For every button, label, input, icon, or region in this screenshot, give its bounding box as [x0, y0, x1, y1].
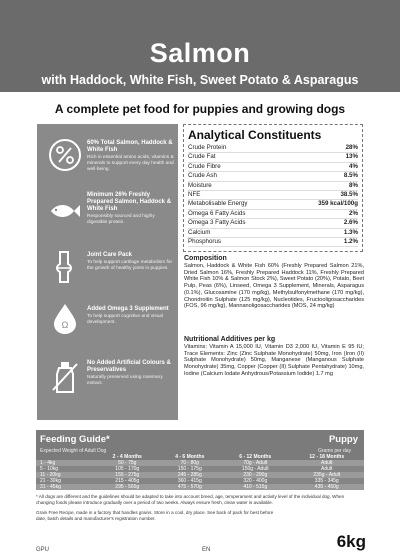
nutritional-additives-section [184, 336, 364, 378]
analytical-value: 4% [349, 162, 358, 170]
benefit-description: To help support cognitive and visual development. [87, 314, 163, 325]
table-cell: 21 - 30kg [36, 478, 96, 484]
expected-weight-label: Expected Weight of Adult Dog [40, 448, 107, 454]
benefit-item [37, 350, 178, 424]
analytical-row [188, 238, 358, 247]
analytical-value: 1.2% [343, 238, 358, 246]
table-cell: 105 - 170g [96, 466, 159, 472]
analytical-row [188, 200, 358, 209]
benefit-title: Joint Care Pack [87, 252, 133, 258]
table-cell: Adult [290, 460, 364, 466]
table-cell: 155 - 275g [96, 472, 159, 478]
analytical-row [188, 144, 358, 153]
joint-icon [48, 250, 82, 284]
analytical-label: Crude Fibre [188, 162, 221, 170]
analytical-label: NFE [188, 191, 201, 199]
analytical-row [188, 219, 358, 228]
feeding-title: Feeding Guide* [40, 434, 110, 445]
table-cell: 435 - 450g [290, 484, 364, 490]
table-cell: 235g - Adult [290, 472, 364, 478]
nutritional-text: Vitamins: Vitamin A 15,000 IU, Vitamin D3 2,000 IU, Vitamin E 95 IU; Trace Elements: Zinc (Zinc Sulphate Monohydrate) 50mg, Iron (Iron (II) Sulphate Monohydrate) 50mg, Manganese (Manganous Sulphate Monohydrate) 35mg, Copper (Copper (II) Sulphate Pentahydrate) 10mg, Iodine (Calcium Iodate Anhydrous/Potassium Iodide) 1.7 mg [184, 344, 364, 377]
table-cell: Adult [290, 466, 364, 472]
table-cell: 295 - 565g [96, 484, 159, 490]
table-cell: 360 - 415g [159, 478, 222, 484]
analytical-row [188, 172, 358, 181]
table-cell: 230 - 290g [221, 472, 289, 478]
nutritional-title: Nutritional Additives per kg [184, 336, 276, 343]
benefit-description: Responsibly sourced and highly digestible protein. [87, 214, 155, 225]
feeding-guide [36, 430, 364, 490]
table-cell: 70g - Adult [221, 460, 289, 466]
analytical-label: Omega 6 Fatty Acids [188, 209, 246, 217]
table-cell: 11 - 20kg [36, 472, 96, 478]
feeding-audience: Puppy [328, 434, 358, 445]
analytical-row [188, 191, 358, 200]
table-cell: 31 - 45kg [36, 484, 96, 490]
table-cell: 70 - 80g [159, 460, 222, 466]
grams-per-day-label: Grams per day [318, 448, 352, 454]
fish-icon [48, 194, 82, 228]
product-title: Salmon [149, 38, 251, 68]
table-cell: 320 - 400g [221, 478, 289, 484]
tagline: A complete pet food for puppies and growing dogs [54, 102, 346, 116]
analytical-label: Omega 3 Fatty Acids [188, 219, 246, 227]
benefit-title: Added Omega 3 Supplement [87, 306, 169, 312]
analytical-constituents [183, 124, 363, 252]
feeding-column-header: 6 - 12 Months [221, 454, 289, 460]
table-cell: 245 - 285g [159, 472, 222, 478]
table-cell: 1 - 4kg [36, 460, 96, 466]
analytical-row [188, 163, 358, 172]
language-code: EN [202, 547, 211, 553]
table-cell: 150g - Adult [221, 466, 289, 472]
composition-text: Salmon, Haddock & White Fish 60% (Freshly Prepared Salmon 21%, Dried Salmon 16%, Freshly Prepared Haddock 11%, Freshly Prepared White Fish 10% & Salmon Stock 2%), Sweet Potato (20%), Potato, Beet Pulp, Peas (6%), Linseed, Omega 3 Supplement, Minerals, Asparagus (0.1%), Glucosamine (170 mg/kg), Methylsulfonylmethane (170 mg/kg), Chondroitin Sulphate (125 mg/kg), Nucleotides, Fructooligosaccharides (FOS, 96 mg/kg), Mannanoligosaccharides (MOS, 24 mg/kg) [184, 263, 364, 310]
analytical-value: 38.5% [340, 191, 358, 199]
analytical-label: Phosphorus [188, 238, 222, 246]
analytical-label: Metabolisable Energy [188, 200, 248, 208]
analytical-title: Analytical Constituents [188, 128, 322, 142]
table-cell: 215 - 405g [96, 478, 159, 484]
benefits-panel [37, 124, 178, 420]
feeding-table [36, 454, 364, 490]
analytical-value: 1.3% [343, 228, 358, 236]
table-cell: 475 - 570g [159, 484, 222, 490]
bottle-icon [48, 360, 82, 394]
analytical-row [188, 210, 358, 219]
composition-title: Composition [184, 255, 227, 262]
product-header [0, 0, 400, 92]
analytical-label: Crude Fat [188, 153, 216, 161]
analytical-label: Calcium [188, 228, 211, 236]
analytical-row [188, 229, 358, 238]
analytical-row [188, 153, 358, 162]
pack-weight: 6kg [336, 532, 366, 551]
feeding-column-header: 4 - 6 Months [159, 454, 222, 460]
table-cell: 150 - 175g [159, 466, 222, 472]
analytical-value: 2.6% [343, 219, 358, 227]
analytical-value: 2% [349, 209, 358, 217]
feeding-footnote: * All dogs are different and the guidelines should be adapted to take into account breed, age, temperament and activity level of the individual dog. When changing foods please introduce gradually over a period of two weeks. Always ensure fresh, clean water is available. [36, 494, 345, 505]
composition-section [184, 255, 364, 310]
benefit-description: Naturally preserved using rosemary extract. [87, 375, 163, 386]
storage-note: Grain Free Recipe, made in a factory that handles grains. Store in a cool, dry place. See back of pack for best before date, batch details and manufacturer's registration number. [36, 510, 274, 521]
benefit-title: 60% Total Salmon, Haddock & White Fish [87, 140, 173, 153]
benefit-description: To help support cartilage metabolism for the growth of healthy joints in puppies. [87, 260, 173, 271]
omega-drop-icon [48, 302, 82, 336]
analytical-row [188, 182, 358, 191]
table-cell: 410 - 515g [221, 484, 289, 490]
analytical-value: 13% [345, 153, 358, 161]
benefit-title: Minimum 26% Freshly Prepared Salmon, Haddock & White Fish [87, 192, 172, 212]
table-cell: 50 - 75g [96, 460, 159, 466]
feeding-column-header: 2 - 4 Months [96, 454, 159, 460]
table-cell: 5 - 10kg [36, 466, 96, 472]
percent-icon [48, 138, 82, 172]
table-cell: 335 - 345g [290, 478, 364, 484]
analytical-value: 8% [349, 181, 358, 189]
benefit-title: No Added Artificial Colours & Preservatives [87, 360, 171, 373]
benefit-description: Rich in essential amino acids, vitamins & minerals to support every day health and well-being. [87, 155, 174, 172]
feeding-column-header: 12 - 18 Months [290, 454, 364, 460]
analytical-label: Crude Protein [188, 144, 227, 151]
analytical-label: Crude Ash [188, 172, 217, 180]
product-code: GPU [36, 547, 50, 553]
analytical-value: 359 kcal/100g [318, 200, 358, 208]
analytical-label: Moisture [188, 181, 212, 189]
analytical-value: 28% [345, 144, 358, 151]
product-subtitle: with Haddock, White Fish, Sweet Potato & Asparagus [41, 73, 359, 87]
svg-text:Ω: Ω [61, 320, 69, 330]
analytical-value: 8.5% [343, 172, 358, 180]
table-row [36, 484, 364, 490]
